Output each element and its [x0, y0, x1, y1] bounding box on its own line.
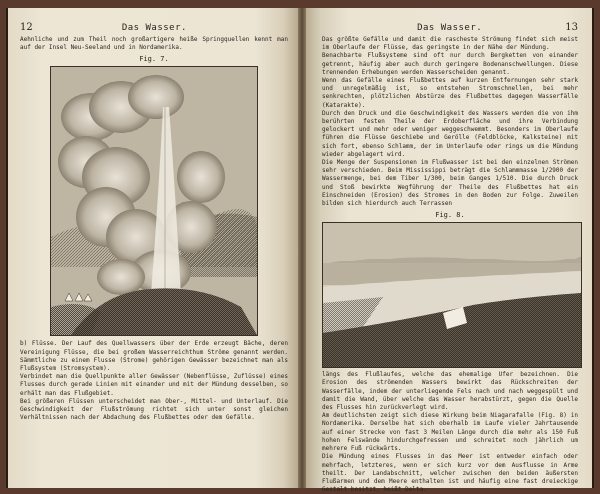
right-page-number: 13 — [565, 22, 578, 33]
right-paragraph-5: Die Menge der Suspensionen im Flußwasser ist bei den einzelnen Strömen sehr verschieden. Beim Mississippi beträgt die Schlammmasse 1/2900 der Wassermenge, bei dem Tiber 1/300, beim Ganges 1/510. Die durch Druck und Stoß bewirkte Wegführung der Theile des Flußbettes hat ein Einschneiden (Erosion) des Stromes in den Boden zur Folge. Zuweilen bilden sich hierdurch auch Terrassen — [322, 159, 578, 208]
left-page-number: 12 — [20, 22, 33, 33]
right-paragraph-2: Benachbarte Flußsysteme sind oft nur durch Bergketten von einander getrennt, häufig aber auch durch geringere Bodenanschwellungen. Diese trennenden Erhebungen werden Wasserscheiden genannt. — [322, 52, 578, 76]
figure-7-caption: Fig. 7. — [139, 55, 169, 64]
niagara-illustration — [322, 222, 582, 368]
left-intro-text: Aehnliche und zum Theil noch großartigere heiße Springquellen kennt man auf der Insel Neu-Seeland und in Nordamerika. — [20, 36, 288, 52]
right-paragraph-6: längs des Flußlaufes, welche das ehemalige Ufer bezeichnen. Die Erosion des strömenden Wassers bewirkt das Rückschreiten der Wasserfälle, indem der unterliegende Fels nach und nach weggespült und damit die Wand, über welche das Wasser herabstürzt, gegen die Quelle des Flusses hin zurückverlegt wird. — [322, 371, 578, 412]
right-paragraph-8: Die Mündung eines Flusses in das Meer ist entweder einfach oder mehrfach, letzteres, wenn er sich kurz vor dem Ausflusse in Arme theilt. Der Landabschnitt, welcher zwischen den beiden äußersten Flußarmen und dem Meere enthalten ist und häufig eine fast dreieckige Gestalt besitzt, heißt Delta. — [322, 453, 578, 494]
left-page — [8, 8, 298, 488]
left-page-header — [20, 22, 288, 33]
right-page-header — [322, 22, 578, 33]
left-paragraph-3: Bei größeren Flüssen unterscheidet man Ober-, Mittel- und Unterlauf. Die Geschwindigkeit der Flußströmung richtet sich unter sonst gleichen Verhältnissen nach der Abdachung des Flußbettes oder dem Gefälle. — [20, 397, 288, 422]
right-paragraph-1: Das größte Gefälle und damit die rascheste Strömung findet sich meist im Oberlaufe der Flüsse, das geringste in der Nähe der Mündung. — [322, 36, 578, 52]
geyser-illustration — [50, 66, 258, 336]
right-page — [306, 8, 592, 494]
figure-8-caption: Fig. 8. — [435, 211, 465, 220]
left-paragraph-1: b) Flüsse. Der Lauf des Quellwassers über der Erde erzeugt Bäche, deren Vereinigung Flüsse, die bei großem Wasserreichthum Ströme genannt werden. Sämmtliche zu einem Flusse (Strome) gehörigen Gewässer bezeichnet man als Flußsystem (Stromsystem). — [20, 340, 288, 373]
left-paragraph-2: Verbindet man die Quellpunkte aller Gewässer (Nebenflüsse, Zuflüsse) eines Flusses durch gerade Linien mit einander und mit der Mündung desselben, so erhält man das Flußgebiet. — [20, 373, 288, 397]
right-page-title: Das Wasser. — [417, 23, 483, 33]
right-paragraph-4: Durch den Druck und die Geschwindigkeit des Wassers werden die von ihm berührten festen Theile der Erdoberfläche und ihre Verbindung gelockert und mehr oder weniger weggeschwemmt. Besonders im Oberlaufe führen die Flüsse Geschiebe und Gerölle (Feldblöcke, Kalksteine) mit sich fort, ebenso Schlamm, der im Unterlaufe oder rings um die Mündung wieder abgelagert wird. — [322, 109, 578, 158]
right-paragraph-7: Am deutlichsten zeigt sich diese Wirkung beim Niagarafalle (Fig. 8) in Nordamerika. Derselbe hat sich oberhalb im Laufe vieler Jahrtausende auf einer Strecke von fast 3 Meilen Länge durch die mehr als 150 Fuß hohen Felswände hindurchgefressen und schreitet noch jährlich um mehrere Fuß rückwärts. — [322, 412, 578, 453]
right-paragraph-3: Wenn das Gefälle eines Flußbettes auf kurzen Entfernungen sehr stark und unregelmäßig ist, so entstehen Stromschnellen, bei mehr senkrechten, plötzlichen Abstürze des Flußbettes dagegen Wasserfälle (Katarakte). — [322, 77, 578, 109]
open-book — [6, 8, 594, 494]
left-page-title: Das Wasser. — [121, 23, 187, 33]
book-gutter — [298, 8, 306, 488]
